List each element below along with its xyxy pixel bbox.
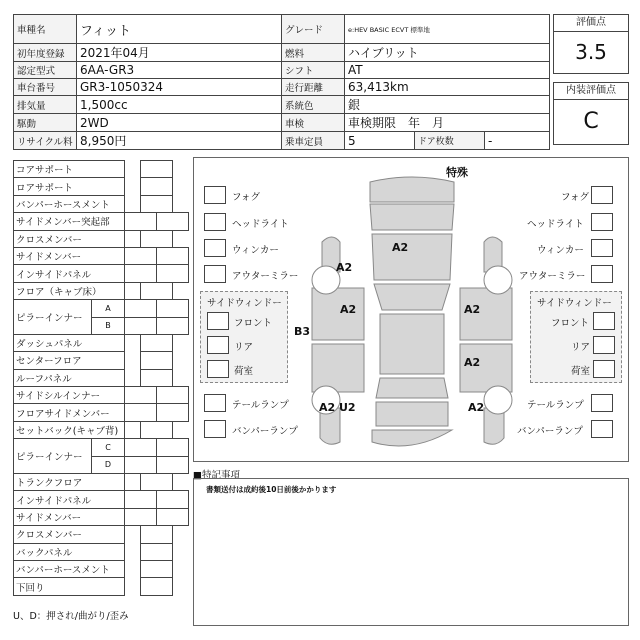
part-cell[interactable] <box>157 439 189 456</box>
part-spacer <box>125 282 141 299</box>
mirror-right-label: アウターミラー <box>519 271 586 282</box>
part-sub-label: D <box>92 456 125 473</box>
part-spacer <box>125 543 141 560</box>
part-label: サイドメンバー突起部 <box>14 213 125 230</box>
part-spacer <box>173 195 189 212</box>
part-spacer <box>125 161 141 178</box>
part-label: バンパーホースメント <box>14 195 125 212</box>
parts-row <box>14 508 189 525</box>
doors-label: ドア枚数 <box>415 132 485 150</box>
vehicle-info-table <box>13 14 550 150</box>
part-cell[interactable] <box>125 247 157 264</box>
mileage-value: 63,413km <box>345 79 550 96</box>
sidewin-front-right-checkbox[interactable] <box>593 312 615 330</box>
part-spacer <box>173 578 189 595</box>
part-label: インサイドパネル <box>14 265 125 282</box>
part-spacer <box>173 334 189 351</box>
side-window-right-group <box>530 291 622 383</box>
part-cell[interactable] <box>157 404 189 421</box>
inspection-value: 車検期限 年 月 <box>345 114 550 132</box>
part-label: バックパネル <box>14 543 125 560</box>
part-cell[interactable] <box>157 247 189 264</box>
interior-label: 内装評価点 <box>554 83 628 100</box>
score-box <box>553 14 629 74</box>
chassis-label: 車台番号 <box>14 79 77 96</box>
parts-row <box>14 195 189 212</box>
part-cell[interactable] <box>125 300 157 317</box>
displacement-label: 排気量 <box>14 96 77 114</box>
part-cell[interactable] <box>141 474 173 491</box>
part-cell[interactable] <box>141 352 173 369</box>
drive-value: 2WD <box>77 114 282 132</box>
part-spacer <box>125 195 141 212</box>
part-cell[interactable] <box>125 317 157 334</box>
shift-value: AT <box>345 62 550 79</box>
part-label: インサイドパネル <box>14 491 125 508</box>
type-label: 認定型式 <box>14 62 77 79</box>
winker-right-checkbox[interactable] <box>591 239 613 257</box>
score-value: 3.5 <box>575 40 607 64</box>
part-sub-label: A <box>92 300 125 317</box>
part-spacer <box>125 421 141 438</box>
part-cell[interactable] <box>125 439 157 456</box>
part-cell[interactable] <box>141 421 173 438</box>
part-cell[interactable] <box>125 456 157 473</box>
part-label: 下回り <box>14 578 125 595</box>
winker-right-label: ウィンカー <box>537 245 584 256</box>
recycle-label: リサイクル料 <box>14 132 77 150</box>
part-cell[interactable] <box>157 213 189 230</box>
parts-row <box>14 178 189 195</box>
part-label: フロアサイドメンバー <box>14 404 125 421</box>
side-window-left-group <box>200 291 288 383</box>
displacement-value: 1,500cc <box>77 96 282 114</box>
sidewin-rear-right-label: リア <box>571 342 591 353</box>
part-cell[interactable] <box>141 230 173 247</box>
mark-hood: A2 <box>392 241 409 254</box>
part-cell[interactable] <box>141 543 173 560</box>
part-cell[interactable] <box>157 387 189 404</box>
part-spacer <box>173 526 189 543</box>
parts-row <box>14 526 189 543</box>
part-spacer <box>125 178 141 195</box>
fog-left-checkbox[interactable] <box>204 186 226 204</box>
sidewin-cargo-right-checkbox[interactable] <box>593 360 615 378</box>
tail-lamp-right-label: テールランプ <box>527 400 584 411</box>
part-spacer <box>125 560 141 577</box>
part-spacer <box>173 369 189 386</box>
part-cell[interactable] <box>125 491 157 508</box>
headlight-right-checkbox[interactable] <box>591 213 613 231</box>
first-reg-label: 初年度登録 <box>14 44 77 62</box>
part-label: サイドメンバー <box>14 508 125 525</box>
mileage-label: 走行距離 <box>282 79 345 96</box>
sidewin-front-right-label: フロント <box>551 318 590 329</box>
part-spacer <box>173 560 189 577</box>
color-label: 系統色 <box>282 96 345 114</box>
sidewin-front-left-label: フロント <box>234 318 273 329</box>
color-value: 銀 <box>345 96 550 114</box>
parts-row <box>14 369 189 386</box>
parts-row <box>14 334 189 351</box>
part-spacer <box>125 334 141 351</box>
tail-lamp-left-label: テールランプ <box>232 400 289 411</box>
part-spacer <box>173 282 189 299</box>
part-cell[interactable] <box>141 195 173 212</box>
notes-title: ■特記事項 <box>193 470 240 481</box>
headlight-right-label: ヘッドライト <box>527 219 584 230</box>
parts-row <box>14 387 189 404</box>
headlight-left-label: ヘッドライト <box>232 219 289 230</box>
part-spacer <box>173 161 189 178</box>
part-label: ルーフパネル <box>14 369 125 386</box>
shift-label: シフト <box>282 62 345 79</box>
part-cell[interactable] <box>141 334 173 351</box>
part-label: ピラーインナー <box>14 300 92 335</box>
part-label: ダッシュパネル <box>14 334 125 351</box>
sidewin-cargo-right-label: 荷室 <box>571 366 591 377</box>
fuel-value: ハイブリット <box>345 44 550 62</box>
chassis-value: GR3-1050324 <box>77 79 282 96</box>
capacity-value: 5 <box>345 132 415 150</box>
recycle-value: 8,950円 <box>77 132 282 150</box>
part-label: トランクフロア <box>14 474 125 491</box>
part-spacer <box>125 230 141 247</box>
part-label: セットバック(キャブ背) <box>14 421 125 438</box>
part-label: サイドメンバー <box>14 247 125 264</box>
part-cell[interactable] <box>141 578 173 595</box>
parts-row <box>14 560 189 577</box>
part-spacer <box>125 352 141 369</box>
part-cell[interactable] <box>157 508 189 525</box>
part-cell[interactable] <box>141 560 173 577</box>
grade-label: グレード <box>282 15 345 44</box>
part-label: コアサポート <box>14 161 125 178</box>
mark-rear-door-right: A2 <box>464 356 481 369</box>
part-label: ロアサポート <box>14 178 125 195</box>
parts-row <box>14 578 189 595</box>
parts-row <box>14 282 189 299</box>
notes-box <box>193 478 629 626</box>
part-spacer <box>173 474 189 491</box>
fog-right-checkbox[interactable] <box>591 186 613 204</box>
tail-lamp-left-checkbox[interactable] <box>204 394 226 412</box>
sidewin-cargo-left-label: 荷室 <box>234 366 254 377</box>
parts-row <box>14 491 189 508</box>
bumper-lamp-right-checkbox[interactable] <box>591 420 613 438</box>
part-cell[interactable] <box>125 387 157 404</box>
notes-text: 書類送付は成約後10日前後かかります <box>206 485 337 494</box>
part-label: ピラーインナー <box>14 439 92 474</box>
part-cell[interactable] <box>157 491 189 508</box>
doors-value: - <box>485 132 550 150</box>
part-sub-label: B <box>92 317 125 334</box>
part-spacer <box>125 526 141 543</box>
mark-front-door-right: A2 <box>464 303 481 316</box>
part-cell[interactable] <box>157 265 189 282</box>
drive-label: 駆動 <box>14 114 77 132</box>
parts-table <box>13 160 189 596</box>
mark-front-door-left: A2 <box>340 303 357 316</box>
winker-left-checkbox[interactable] <box>204 239 226 257</box>
part-cell[interactable] <box>125 508 157 525</box>
part-label: クロスメンバー <box>14 526 125 543</box>
bumper-lamp-left-checkbox[interactable] <box>204 420 226 438</box>
headlight-left-checkbox[interactable] <box>204 213 226 231</box>
winker-left-label: ウィンカー <box>232 245 279 256</box>
part-label: クロスメンバー <box>14 230 125 247</box>
part-label: フロア（キャブ床） <box>14 282 125 299</box>
diagram-title: 特殊 <box>446 166 468 179</box>
part-spacer <box>173 230 189 247</box>
legend-text: U、D：押され/曲がり/歪み <box>13 611 129 622</box>
mark-rear-right: A2 <box>468 401 485 414</box>
part-cell[interactable] <box>141 178 173 195</box>
part-cell[interactable] <box>125 404 157 421</box>
part-spacer <box>125 369 141 386</box>
part-spacer <box>125 474 141 491</box>
parts-row <box>14 404 189 421</box>
model-label: 車種名 <box>14 15 77 44</box>
sidewin-rear-right-checkbox[interactable] <box>593 336 615 354</box>
mark-bottom-left: A2 U2 <box>319 401 356 414</box>
inspection-diagram <box>193 157 629 462</box>
part-cell[interactable] <box>157 300 189 317</box>
part-label: サイドシルインナー <box>14 387 125 404</box>
interior-score-box <box>553 82 629 145</box>
first-reg-value: 2021年04月 <box>77 44 282 62</box>
side-window-right-title: サイドウィンドー <box>537 298 612 309</box>
mark-front-left: A2 <box>336 261 353 274</box>
part-label: センターフロア <box>14 352 125 369</box>
part-cell[interactable] <box>125 265 157 282</box>
sidewin-rear-left-checkbox[interactable] <box>207 336 229 354</box>
model-value: フィット <box>77 15 282 44</box>
part-spacer <box>173 543 189 560</box>
parts-row <box>14 300 189 317</box>
part-spacer <box>173 178 189 195</box>
part-cell[interactable] <box>157 317 189 334</box>
fog-left-label: フォグ <box>232 192 261 203</box>
bumper-lamp-right-label: バンパーランプ <box>517 426 583 437</box>
sidewin-front-left-checkbox[interactable] <box>207 312 229 330</box>
inspection-label: 車検 <box>282 114 345 132</box>
mirror-left-checkbox[interactable] <box>204 265 226 283</box>
fog-right-label: フォグ <box>561 192 590 203</box>
parts-row <box>14 474 189 491</box>
grade-value: e:HEV BASIC ECVT 標準地 <box>345 15 550 44</box>
type-value: 6AA-GR3 <box>77 62 282 79</box>
part-spacer <box>173 352 189 369</box>
parts-row <box>14 213 189 230</box>
parts-row <box>14 439 189 456</box>
parts-row <box>14 161 189 178</box>
part-cell[interactable] <box>125 213 157 230</box>
part-cell[interactable] <box>141 282 173 299</box>
mark-rear-left: B3 <box>294 325 311 338</box>
parts-row <box>14 265 189 282</box>
part-cell[interactable] <box>157 456 189 473</box>
interior-value: C <box>583 109 599 134</box>
part-spacer <box>173 421 189 438</box>
score-label: 評価点 <box>554 15 628 32</box>
part-cell[interactable] <box>141 161 173 178</box>
capacity-label: 乗車定員 <box>282 132 345 150</box>
part-cell[interactable] <box>141 526 173 543</box>
part-label: バンパーホースメント <box>14 560 125 577</box>
parts-row <box>14 543 189 560</box>
parts-row <box>14 421 189 438</box>
parts-row <box>14 352 189 369</box>
sidewin-cargo-left-checkbox[interactable] <box>207 360 229 378</box>
part-spacer <box>125 578 141 595</box>
side-window-left-title: サイドウィンドー <box>207 298 282 309</box>
bumper-lamp-left-label: バンパーランプ <box>232 426 298 437</box>
part-sub-label: C <box>92 439 125 456</box>
fuel-label: 燃料 <box>282 44 345 62</box>
sidewin-rear-left-label: リア <box>234 342 254 353</box>
tail-lamp-right-checkbox[interactable] <box>591 394 613 412</box>
parts-row <box>14 247 189 264</box>
parts-row <box>14 230 189 247</box>
part-cell[interactable] <box>141 369 173 386</box>
mirror-right-checkbox[interactable] <box>591 265 613 283</box>
mirror-left-label: アウターミラー <box>232 271 299 282</box>
